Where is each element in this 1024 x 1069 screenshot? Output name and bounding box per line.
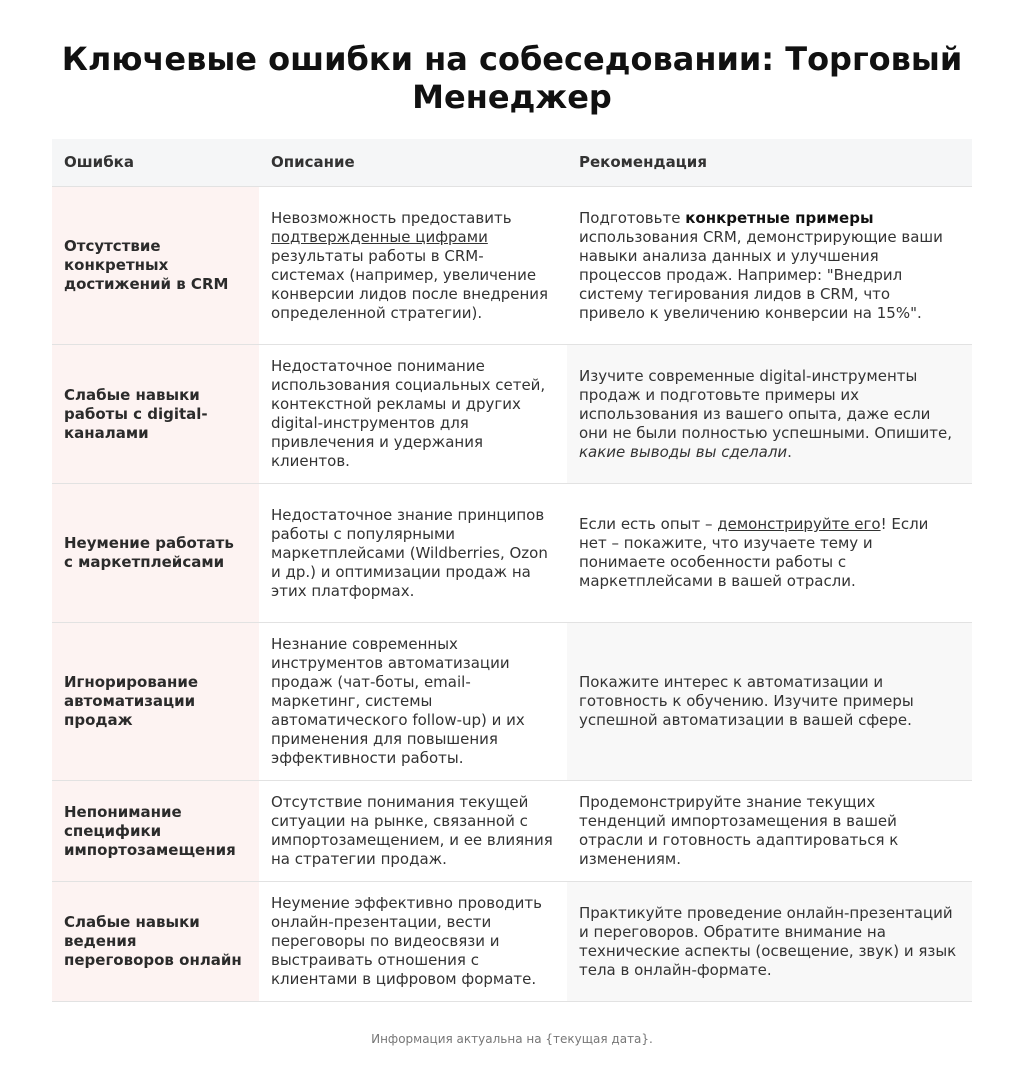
recommendation-text: Подготовьте (579, 208, 686, 227)
error-cell: Игнорирование автоматизации продаж (52, 623, 259, 781)
header-description: Описание (259, 139, 567, 187)
recommendation-cell: Практикуйте проведение онлайн-презентаций и переговоров. Обратите внимание на технические аспекты (освещение, звук) и язык тела в онлайн-формате. (567, 882, 972, 1002)
page-title: Ключевые ошибки на собеседовании: Торговый Менеджер (61, 40, 963, 116)
header-recommendation: Рекомендация (567, 139, 972, 187)
table-row (52, 623, 972, 781)
description-underlined: подтвержденные цифрами (271, 227, 488, 246)
recommendation-text: Если есть опыт – (579, 515, 718, 533)
table-row (52, 484, 972, 623)
recommendation-cell (567, 484, 972, 623)
recommendation-cell (567, 187, 972, 345)
description-cell: Неумение эффективно проводить онлайн-презентации, вести переговоры по видеосвязи и выстраивать отношения с клиентами в цифровом формате. (259, 882, 567, 1002)
description-text: Невозможность предоставить (271, 208, 512, 227)
recommendation-text: ! Если нет – покажите, что изучаете тему и понимаете особенности работы с маркетплейсами в вашей отрасли. (579, 515, 929, 590)
recommendation-italic: какие выводы вы сделали (579, 442, 788, 461)
recommendation-text: Изучите современные digital-инструменты продаж и подготовьте примеры их использования из вашего опыта, даже если они не были полностью успешными. Опишите, (579, 366, 952, 442)
description-cell (259, 187, 567, 345)
footer-note: Информация актуальна на {текущая дата}. (371, 1032, 653, 1046)
table-row (52, 882, 972, 1002)
header-error: Ошибка (52, 139, 259, 187)
error-cell: Слабые навыки ведения переговоров онлайн (52, 882, 259, 1002)
error-cell: Непонимание специфики импортозамещения (52, 781, 259, 882)
table-row (52, 187, 972, 345)
description-cell: Отсутствие понимания текущей ситуации на рынке, связанной с импортозамещением, и ее влияния на стратегии продаж. (259, 781, 567, 882)
errors-table (52, 139, 972, 1002)
description-cell: Недостаточное знание принципов работы с популярными маркетплейсами (Wildberries, Ozon и др.) и оптимизации продаж на этих платформах. (259, 484, 567, 623)
error-cell: Отсутствие конкретных достижений в CRM (52, 187, 259, 345)
recommendation-text: . (787, 442, 792, 461)
description-cell: Недостаточное понимание использования социальных сетей, контекстной рекламы и других digital-инструментов для привлечения и удержания клиентов. (259, 345, 567, 484)
description-cell: Незнание современных инструментов автоматизации продаж (чат-боты, email-маркетинг, системы автоматического follow-up) и их применения для повышения эффективности работы. (259, 623, 567, 781)
description-text: результаты работы в CRM-системах (например, увеличение конверсии лидов после внедрения определенной стратегии). (271, 246, 549, 322)
recommendation-cell: Покажите интерес к автоматизации и готовность к обучению. Изучите примеры успешной автоматизации в вашей сфере. (567, 623, 972, 781)
recommendation-bold: конкретные примеры (685, 208, 874, 227)
recommendation-cell (567, 345, 972, 484)
table-header-row (52, 139, 972, 187)
table-row (52, 345, 972, 484)
error-cell: Неумение работать с маркетплейсами (52, 484, 259, 623)
recommendation-text: использования CRM, демонстрирующие ваши навыки анализа данных и улучшения процессов продаж. Например: "Внедрил систему тегирования лидов в CRM, что привело к увеличению конверсии на 15%". (579, 227, 943, 322)
recommendation-cell: Продемонстрируйте знание текущих тенденций импортозамещения в вашей отрасли и готовность адаптироваться к изменениям. (567, 781, 972, 882)
error-cell: Слабые навыки работы с digital-каналами (52, 345, 259, 484)
table-row (52, 781, 972, 882)
recommendation-underlined: демонстрируйте его (717, 515, 881, 533)
